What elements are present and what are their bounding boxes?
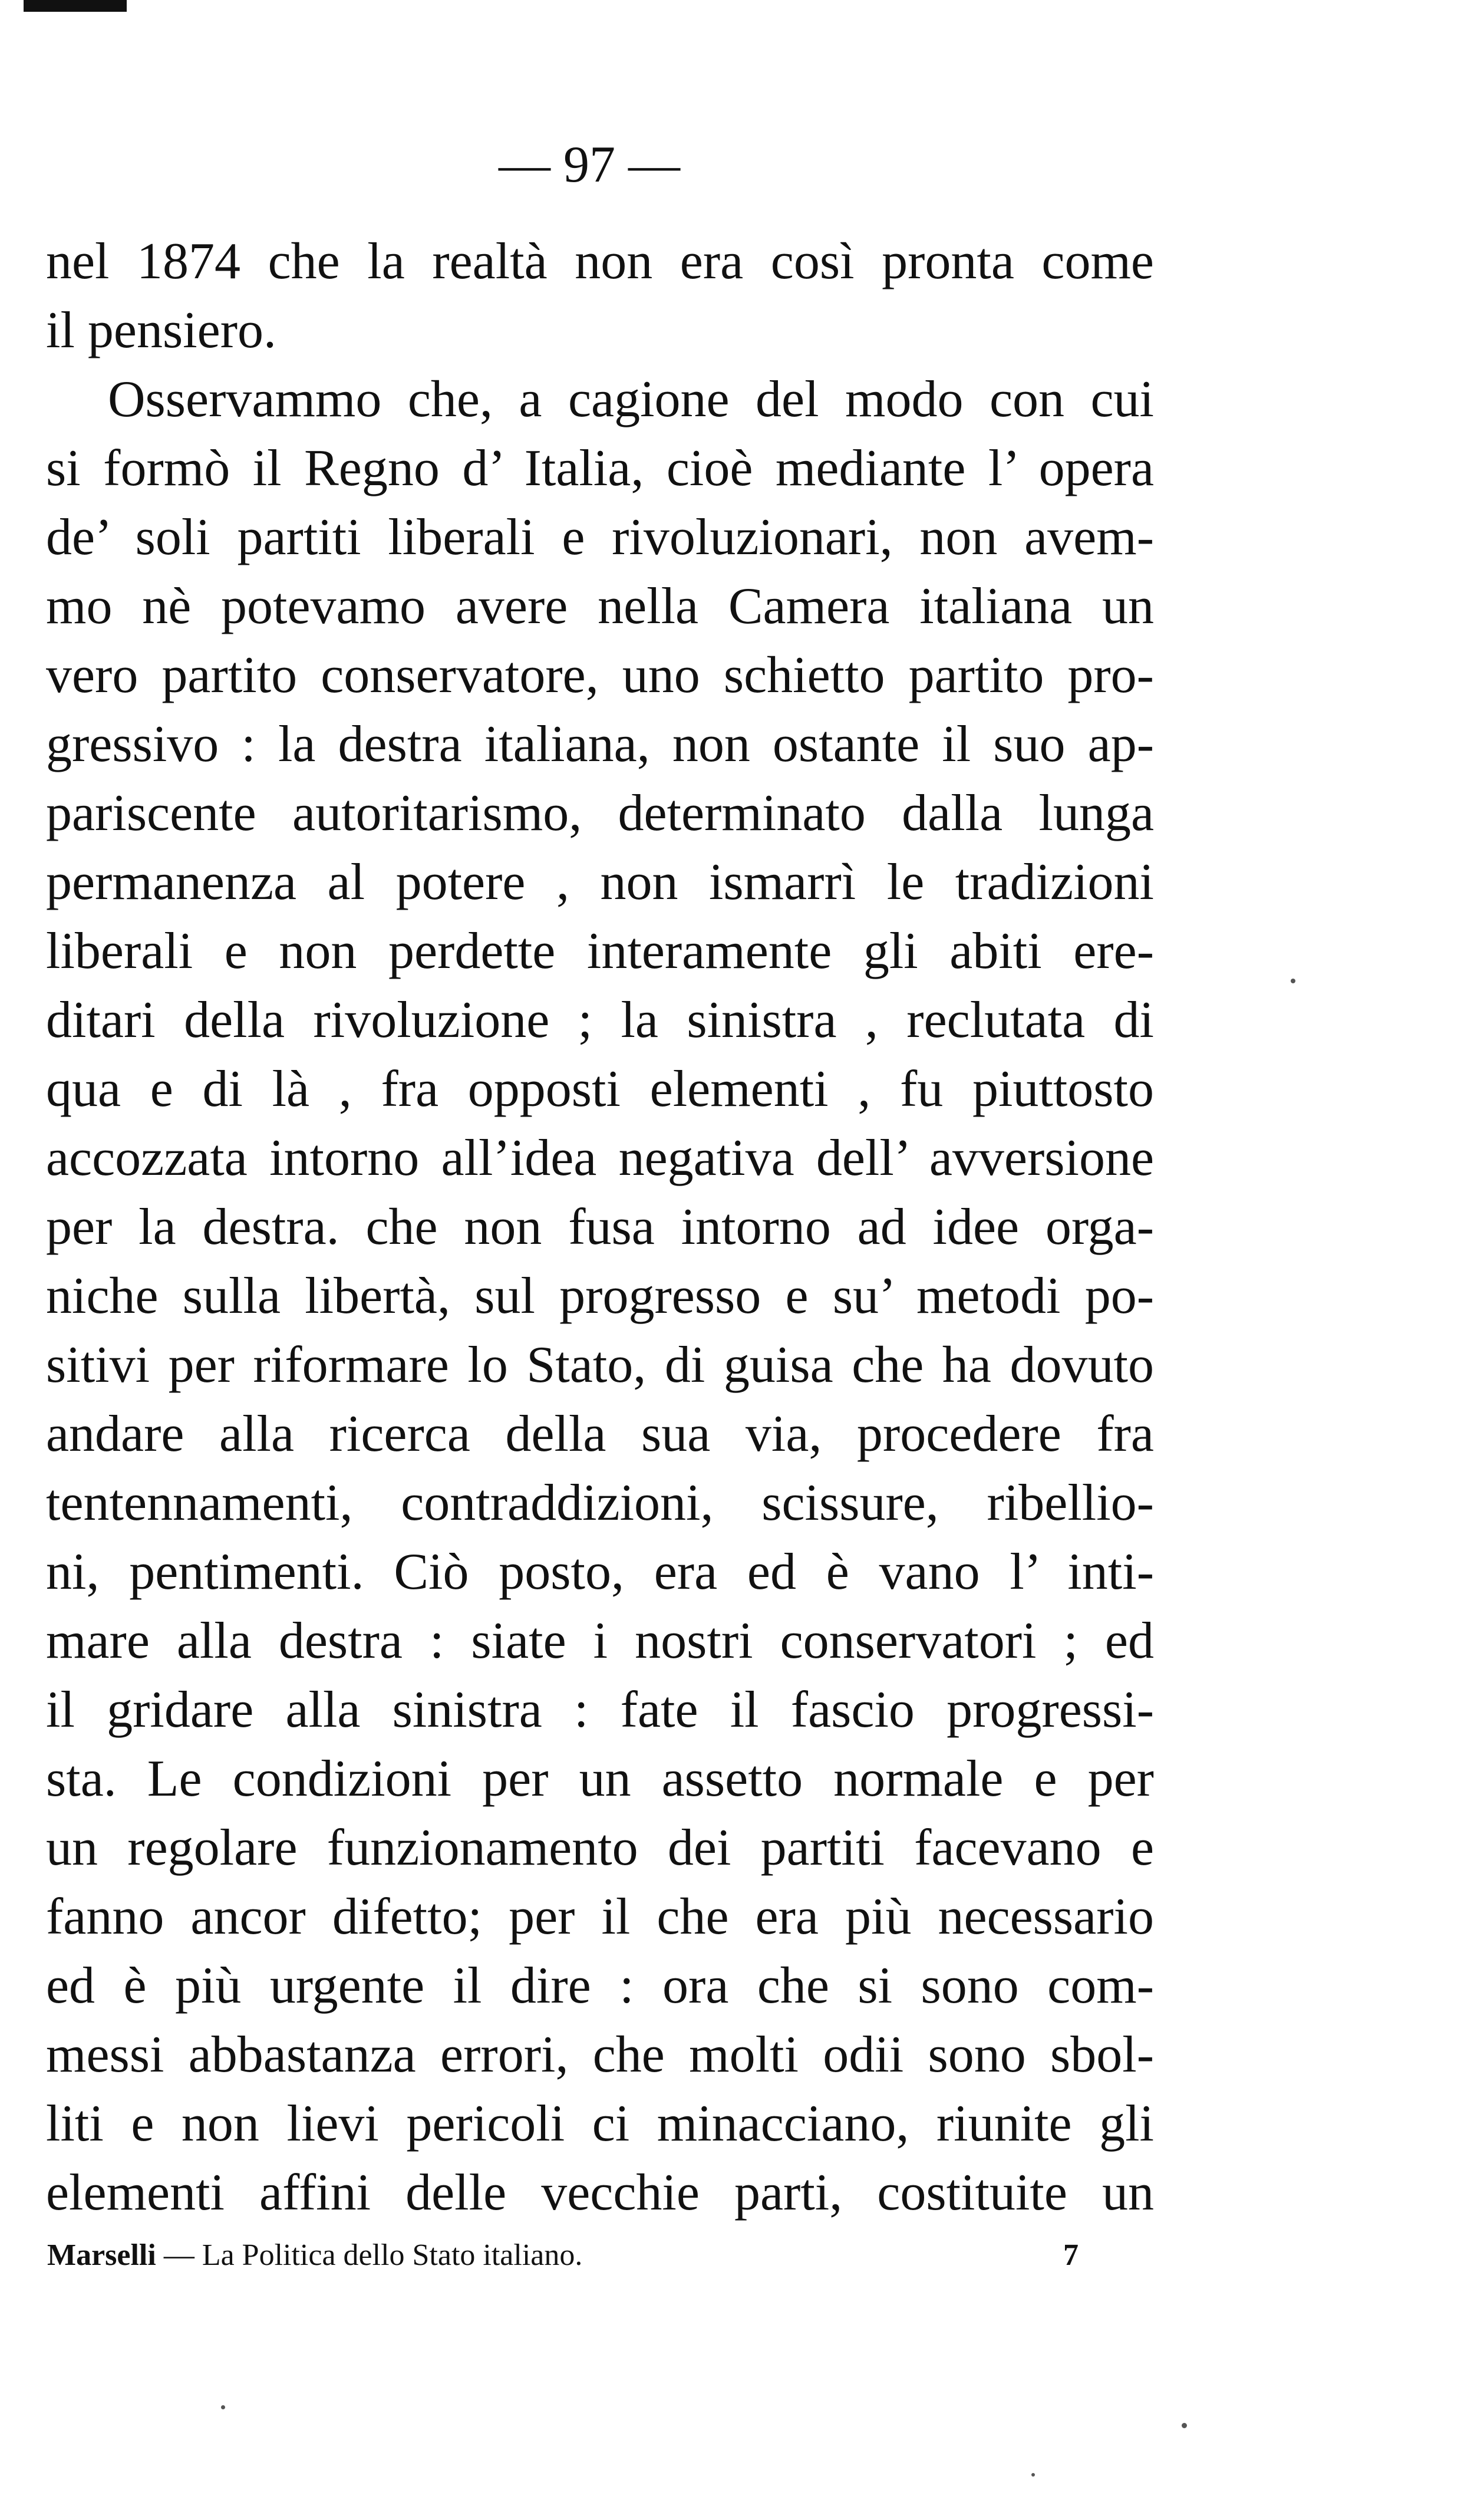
- text-line: niche sulla libertà, sul progresso e su’ metodi po-: [46, 1267, 1154, 1325]
- text-line: il gridare alla sinistra : fate il fascio progressi-: [46, 1681, 1154, 1738]
- text-line: mo nè potevamo avere nella Camera italiana un: [46, 578, 1154, 635]
- text-line: qua e di là , fra opposti elementi , fu piuttosto: [46, 1061, 1154, 1118]
- text-line: si formò il Regno d’ Italia, cioè mediante l’ opera: [46, 440, 1154, 497]
- text-line: messi abbastanza errori, che molti odii sono sbol-: [46, 2026, 1154, 2083]
- corner-ink-mark: [24, 0, 127, 12]
- text-line: ni, pentimenti. Ciò posto, era ed è vano l’ inti-: [46, 1543, 1154, 1601]
- text-line: vero partito conservatore, uno schietto partito pro-: [46, 647, 1154, 704]
- footer-title: — La Politica dello Stato italiano.: [156, 2238, 583, 2272]
- text-line: liberali e non perdette interamente gli abiti ere-: [46, 923, 1154, 980]
- text-line: sitivi per riformare lo Stato, di guisa che ha dovuto: [46, 1336, 1154, 1394]
- text-line: accozzata intorno all’idea negativa dell’ avversione: [46, 1130, 1154, 1187]
- text-line: andare alla ricerca della sua via, procedere fra: [46, 1405, 1154, 1463]
- text-line: tentennamenti, contraddizioni, scissure, ribellio-: [46, 1474, 1154, 1532]
- text-line: per la destra. che non fusa intorno ad idee orga-: [46, 1198, 1154, 1256]
- text-line: ditari della rivoluzione ; la sinistra , reclutata di: [46, 992, 1154, 1049]
- text-line: liti e non lievi pericoli ci minacciano, riunite gli: [46, 2095, 1154, 2152]
- text-line: mare alla destra : siate i nostri conservatori ; ed: [46, 1612, 1154, 1670]
- page-footer: [47, 2234, 1079, 2277]
- footer-author: Marselli: [47, 2238, 156, 2272]
- ink-speck: [221, 2405, 225, 2409]
- text-line: de’ soli partiti liberali e rivoluzionari, non avem-: [46, 509, 1154, 566]
- text-line: ed è più urgente il dire : ora che si sono com-: [46, 1957, 1154, 2014]
- page-number: — 97 —: [499, 136, 680, 193]
- ink-speck: [1031, 2473, 1035, 2477]
- text-line: Osservammo che, a cagione del modo con cui: [108, 371, 1154, 428]
- text-line: fanno ancor difetto; per il che era più necessario: [46, 1888, 1154, 1945]
- text-line: un regolare funzionamento dei partiti facevano e: [46, 1819, 1154, 1876]
- ink-speck: [1291, 979, 1295, 983]
- signature-mark: 7: [1063, 2238, 1079, 2272]
- text-line: il pensiero.: [46, 302, 277, 359]
- text-line: elementi affini delle vecchie parti, costituite un: [46, 2164, 1154, 2221]
- ink-speck: [1182, 2423, 1187, 2428]
- text-line: permanenza al potere , non ismarrì le tradizioni: [46, 854, 1154, 911]
- text-line: nel 1874 che la realtà non era così pronta come: [46, 233, 1154, 290]
- body-text: [46, 227, 1154, 2227]
- text-line: sta. Le condizioni per un assetto normale e per: [46, 1750, 1154, 1807]
- text-line: pariscente autoritarismo, determinato dalla lunga: [46, 785, 1154, 842]
- text-line: gressivo : la destra italiana, non ostante il suo ap-: [46, 716, 1154, 773]
